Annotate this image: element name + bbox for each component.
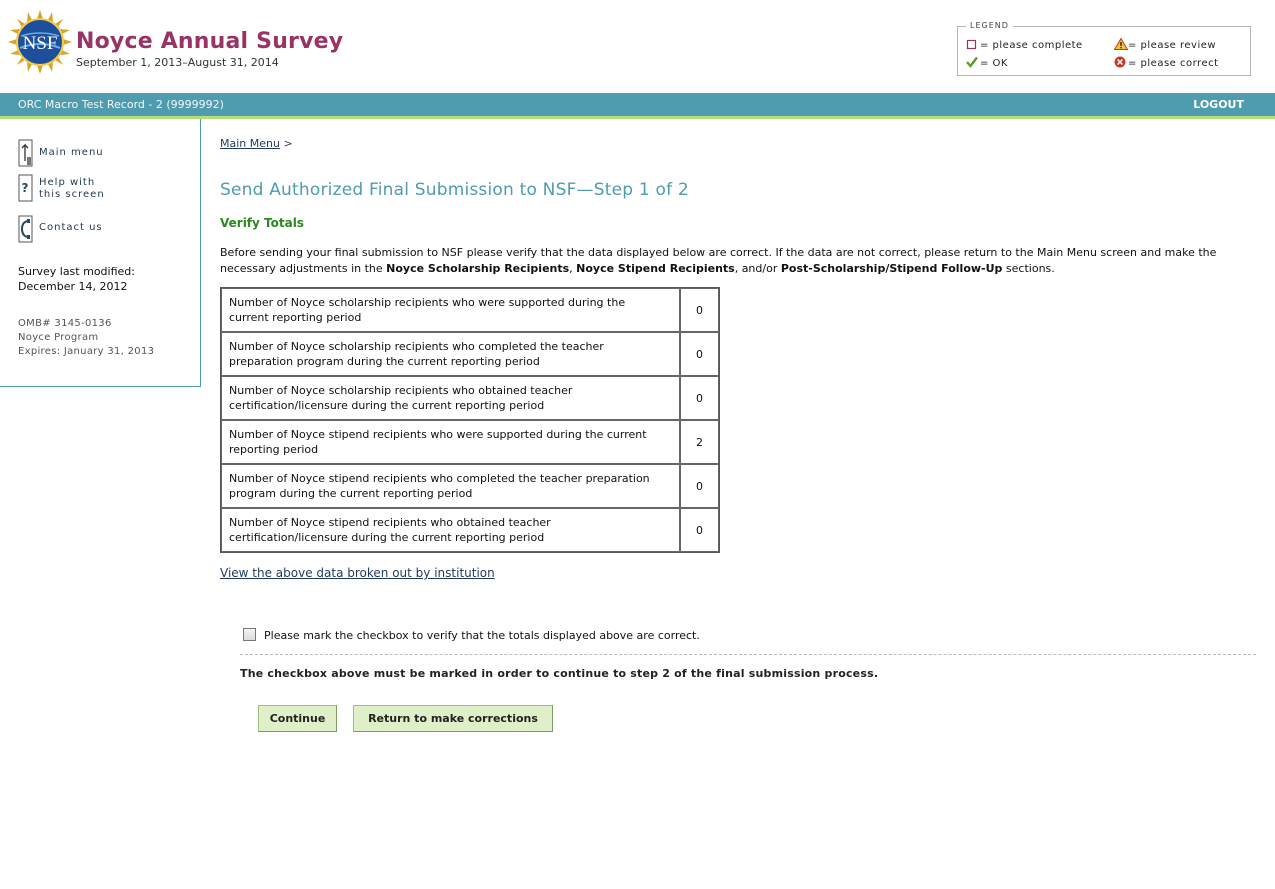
legend [957, 21, 1251, 76]
breadcrumb [220, 137, 293, 150]
row-label: Number of Noyce scholarship recipients who obtained teacher certification/licensure during the current reporting period [221, 376, 680, 420]
verify-totals-label[interactable]: Please mark the checkbox to verify that the totals displayed above are correct. [264, 629, 700, 642]
row-label: Number of Noyce scholarship recipients who completed the teacher preparation program during the current reporting period [221, 332, 680, 376]
check-icon [966, 56, 978, 68]
row-value: 0 [680, 464, 719, 508]
empty-square-icon [966, 38, 978, 50]
row-label: Number of Noyce scholarship recipients who were supported during the current reporting period [221, 288, 680, 332]
page-title: Send Authorized Final Submission to NSF—Step 1 of 2 [220, 180, 689, 200]
row-value: 2 [680, 420, 719, 464]
checkbox-required-note: The checkbox above must be marked in order to continue to step 2 of the final submission process. [240, 667, 879, 680]
verify-totals-checkbox[interactable] [243, 628, 256, 641]
nsf-logo [8, 10, 72, 74]
table-row [221, 464, 719, 508]
svg-text:?: ? [21, 181, 30, 195]
legend-please-review: = please review [1114, 38, 1216, 51]
legend-please-correct: = please correct [1114, 56, 1219, 69]
sidebar-main-menu-link[interactable]: Main menu [18, 139, 138, 167]
dashed-divider [240, 654, 1256, 655]
help-icon [18, 174, 34, 205]
section-title: Verify Totals [220, 216, 304, 230]
phone-icon [18, 215, 34, 246]
row-value: 0 [680, 332, 719, 376]
survey-dates: September 1, 2013–August 31, 2014 [76, 56, 279, 69]
table-row [221, 376, 719, 420]
header [0, 0, 1275, 93]
omb-info: OMB# 3145-0136 Noyce Program Expires: January 31, 2013 [18, 318, 155, 357]
error-icon [1114, 56, 1126, 68]
breadcrumb-main-menu-link[interactable]: Main Menu [220, 137, 280, 150]
continue-button[interactable]: Continue [258, 705, 337, 732]
return-to-corrections-button[interactable]: Return to make corrections [353, 705, 553, 732]
top-bar [0, 93, 1275, 116]
row-label: Number of Noyce stipend recipients who were supported during the current reporting period [221, 420, 680, 464]
row-value: 0 [680, 508, 719, 552]
intro-text: Before sending your final submission to NSF please verify that the data displayed below are correct. If the data are not correct, please return to the Main Menu screen and make the necessary adjustments in the Noyce Scholarship Recipients, Noyce Stipend Recipients, and/or Post-Scholarship/Stipend Follow-Up sections. [220, 246, 1217, 275]
svg-text:NSF: NSF [22, 33, 58, 54]
main-menu-icon [18, 139, 34, 170]
row-value: 0 [680, 376, 719, 420]
row-label: Number of Noyce stipend recipients who completed the teacher preparation program during the current reporting period [221, 464, 680, 508]
row-value: 0 [680, 288, 719, 332]
logout-button[interactable]: LOGOUT [1193, 98, 1244, 111]
row-label: Number of Noyce stipend recipients who obtained teacher certification/licensure during the current reporting period [221, 508, 680, 552]
app-title: Noyce Annual Survey [76, 29, 344, 54]
warning-icon [1114, 38, 1126, 50]
table-row [221, 288, 719, 332]
legend-title: LEGEND [966, 21, 1013, 30]
record-name: ORC Macro Test Record - 2 (9999992) [18, 98, 224, 111]
table-row [221, 332, 719, 376]
legend-please-complete: = please complete [966, 38, 1083, 51]
table-row [221, 420, 719, 464]
sidebar-help-link[interactable]: ? Help with this screen [18, 174, 138, 204]
sidebar-contact-link[interactable]: Contact us [18, 215, 138, 243]
table-row [221, 508, 719, 552]
survey-last-modified: Survey last modified: December 14, 2012 [18, 265, 135, 293]
legend-ok: = OK [966, 56, 1008, 69]
totals-table [220, 287, 720, 553]
breakout-by-institution-link[interactable]: View the above data broken out by institution [220, 566, 495, 580]
breadcrumb-separator: > [283, 137, 293, 150]
sidebar [0, 119, 201, 387]
